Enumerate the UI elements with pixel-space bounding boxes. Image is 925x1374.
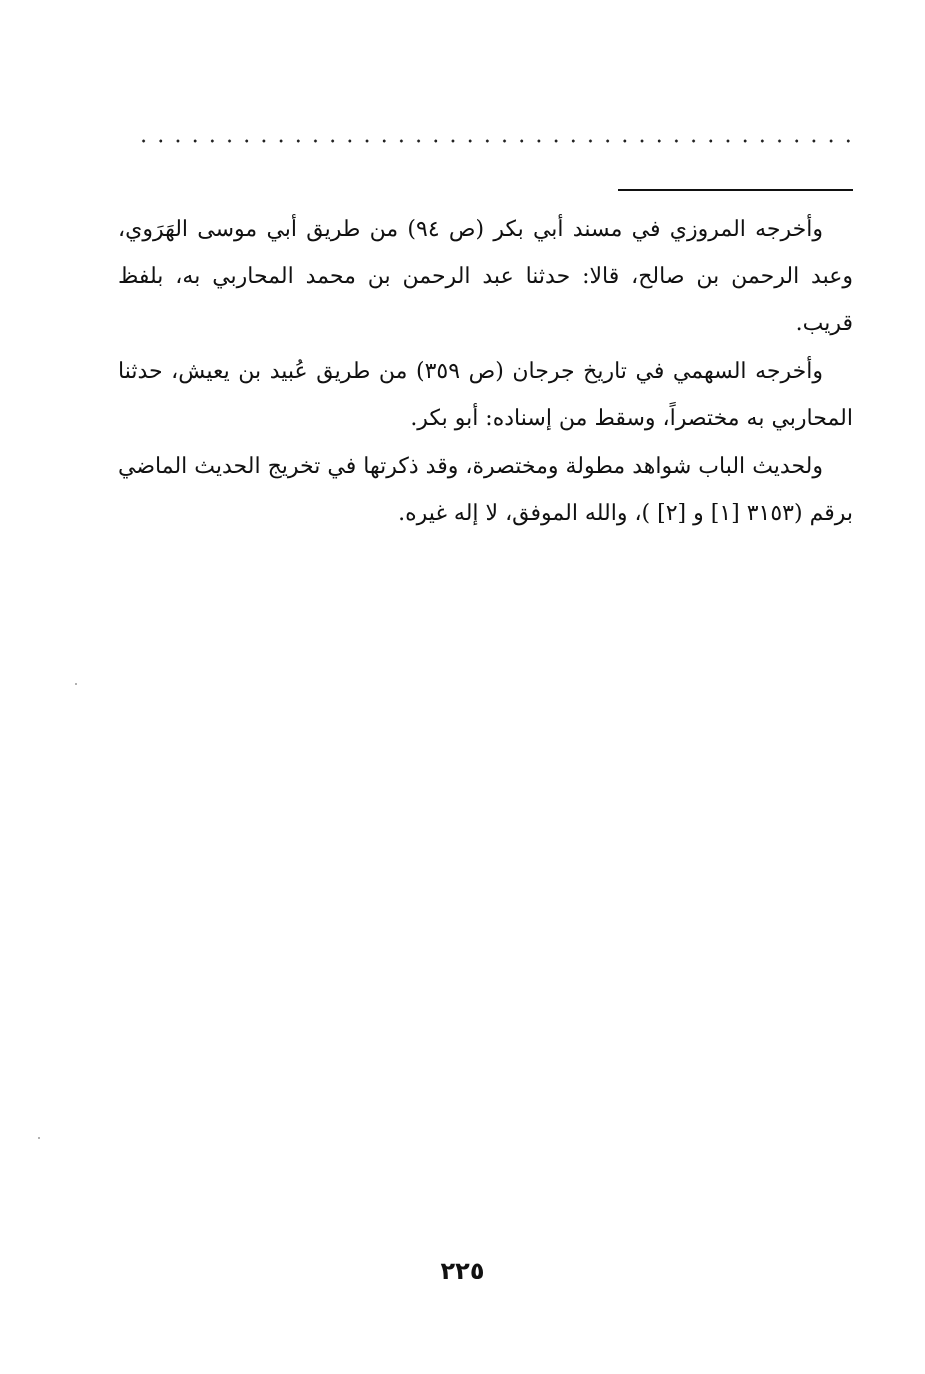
dotted-separator xyxy=(135,139,851,143)
footnotes-block xyxy=(118,206,853,538)
scan-speck xyxy=(75,683,77,685)
page-number: ٢٢٥ xyxy=(440,1257,485,1285)
footnote-paragraph-1: وأخرجه المروزي في مسند أبي بكر (ص ٩٤) من طريق أبي موسى الهَرَوي، وعبد الرحمن بن صالح، قالا: حدثنا عبد الرحمن بن محمد المحاربي به، بلفظ قريب. xyxy=(118,217,853,336)
footnote-paragraph-3: ولحديث الباب شواهد مطولة ومختصرة، وقد ذكرتها في تخريج الحديث الماضي برقم (٣١٥٣ [١] و [٢] )، والله الموفق، لا إله غيره. xyxy=(118,454,853,526)
footnote-rule xyxy=(618,189,853,191)
scan-speck xyxy=(38,1137,40,1139)
footnote-paragraph-2: وأخرجه السهمي في تاريخ جرجان (ص ٣٥٩) من طريق عُبيد بن يعيش، حدثنا المحاربي به مختصراً، وسقط من إسناده: أبو بكر. xyxy=(118,359,853,431)
